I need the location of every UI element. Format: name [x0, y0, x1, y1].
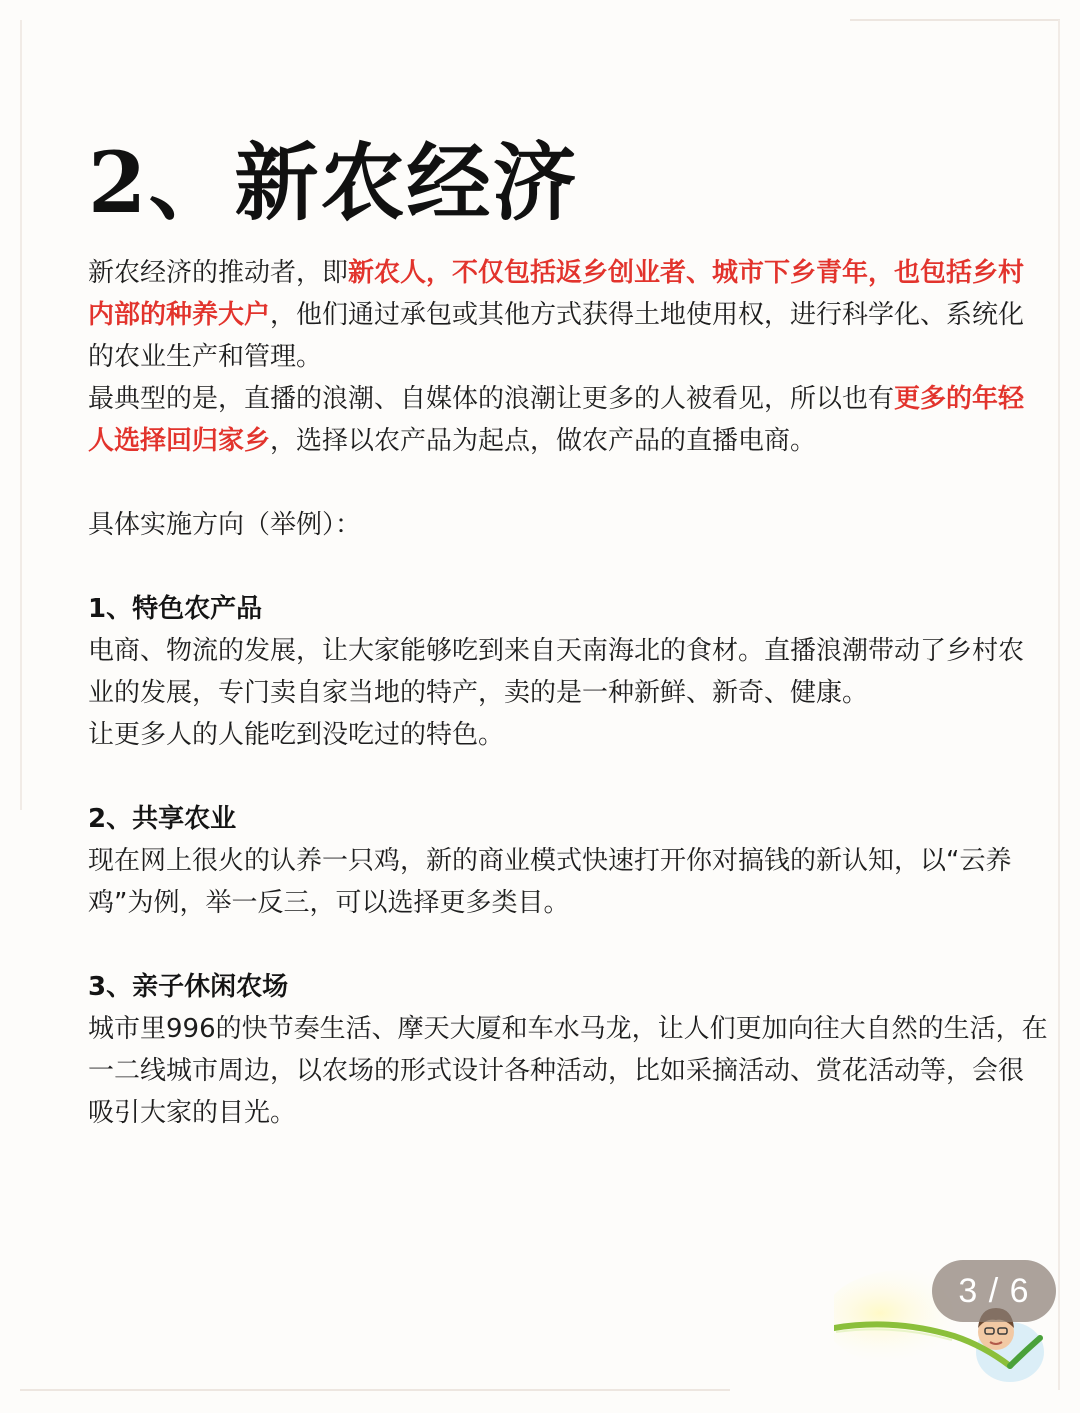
page-frame-bottom: [20, 1389, 730, 1391]
section-specialty-products: [88, 588, 1048, 756]
page-frame-right: [1058, 20, 1060, 1390]
intro-p2-highlight: 更多的年轻人选择回归家乡: [88, 384, 1025, 456]
section-title: 1、特色农产品: [88, 594, 263, 624]
intro-p1-pre: 新农经济的推动者，即: [88, 258, 349, 288]
directions-label: [88, 504, 1048, 546]
intro-paragraph-1: [88, 252, 1048, 378]
section-title: 3、亲子休闲农场: [88, 972, 289, 1002]
page-indicator: 3 / 6: [932, 1260, 1056, 1322]
section-shared-agriculture: [88, 798, 1048, 924]
section-body: 让更多人的人能吃到没吃过的特色。: [88, 720, 505, 750]
intro-p2-post: ，选择以农产品为起点，做农产品的直播电商。: [270, 426, 817, 456]
intro-p1-highlight: 新农人，不仅包括返乡创业者、城市下乡青年，也包括乡村内部的种养大户: [88, 258, 1025, 330]
intro-p2-pre: 最典型的是，直播的浪潮、自媒体的浪潮让更多的人被看见，所以也有: [88, 384, 895, 414]
intro-paragraph-2: [88, 378, 1048, 462]
section-body: 城市里996的快节奏生活、摩天大厦和车水马龙，让人们更加向往大自然的生活，在一二线城市周边，以农场的形式设计各种活动，比如采摘活动、赏花活动等，会很吸引大家的目光。: [88, 1014, 1048, 1128]
page-frame-top: [850, 19, 1060, 21]
intro-p1-post: ，他们通过承包或其他方式获得土地使用权，进行科学化、系统化的农业生产和管理。: [88, 300, 1025, 372]
section-title: 2、共享农业: [88, 804, 237, 834]
intro-section: [88, 252, 1048, 462]
directions-label-text: 具体实施方向（举例）：: [88, 510, 362, 540]
section-body: 电商、物流的发展，让大家能够吃到来自天南海北的食材。直播浪潮带动了乡村农业的发展，专门卖自家当地的特产，卖的是一种新鲜、新奇、健康。: [88, 636, 1025, 708]
section-family-farm: [88, 966, 1048, 1134]
page-title: 2、新农经济: [88, 133, 579, 232]
page-frame-left: [20, 20, 22, 810]
section-body: 现在网上很火的认养一只鸡，新的商业模式快速打开你对搞钱的新认知，以“云养鸡”为例，举一反三，可以选择更多类目。: [88, 846, 1012, 918]
